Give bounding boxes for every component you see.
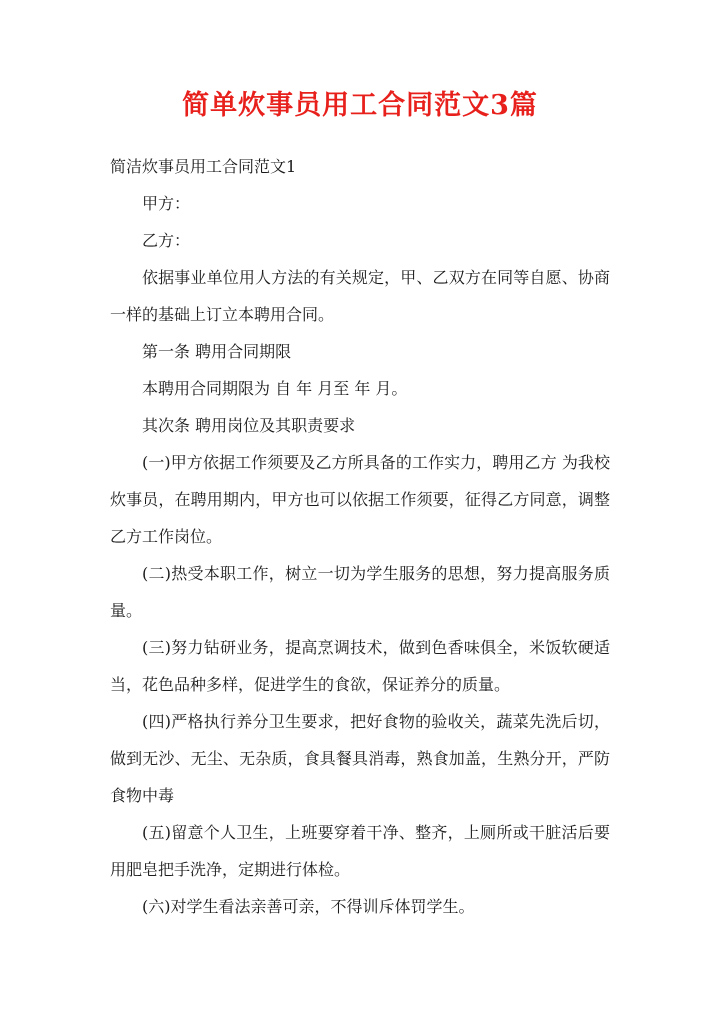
clause-5: (五)留意个人卫生，上班要穿着干净、整齐，上厕所或干脏活后要用肥皂把手洗净，定期进行体检。 bbox=[110, 823, 610, 879]
preamble-paragraph: 依据事业单位用人方法的有关规定，甲、乙双方在同等自愿、协商一样的基础上订立本聘用合同。 bbox=[110, 268, 610, 324]
document-title: 简单炊事员用工合同范文3篇 bbox=[182, 90, 538, 121]
clause-2: (二)热受本职工作，树立一切为学生服务的思想，努力提高服务质量。 bbox=[110, 564, 610, 620]
article-1-text: 本聘用合同期限为 自 年 月至 年 月。 bbox=[142, 379, 408, 398]
article-2-heading: 其次条 聘用岗位及其职责要求 bbox=[142, 416, 356, 435]
document-body bbox=[110, 148, 610, 925]
clause-4: (四)严格执行养分卫生要求，把好食物的验收关，蔬菜先洗后切，做到无沙、无尘、无杂质，食具餐具消毒，熟食加盖，生熟分开，严防食物中毒 bbox=[110, 712, 610, 805]
clause-1: (一)甲方依据工作须要及乙方所具备的工作实力，聘用乙方 为我校炊事员，在聘用期内，甲方也可以依据工作须要，征得乙方同意，调整乙方工作岗位。 bbox=[110, 453, 610, 546]
article-1-heading: 第一条 聘用合同期限 bbox=[142, 342, 292, 361]
clause-3: (三)努力钻研业务，提高烹调技术，做到色香味俱全，米饭软硬适当，花色品种多样，促进学生的食欲，保证养分的质量。 bbox=[110, 638, 610, 694]
clause-6: (六)对学生看法亲善可亲，不得训斥体罚学生。 bbox=[142, 897, 475, 916]
party-b-line: 乙方： bbox=[142, 231, 191, 250]
section-heading: 简洁炊事员用工合同范文1 bbox=[110, 157, 297, 176]
party-a-line: 甲方： bbox=[142, 194, 191, 213]
